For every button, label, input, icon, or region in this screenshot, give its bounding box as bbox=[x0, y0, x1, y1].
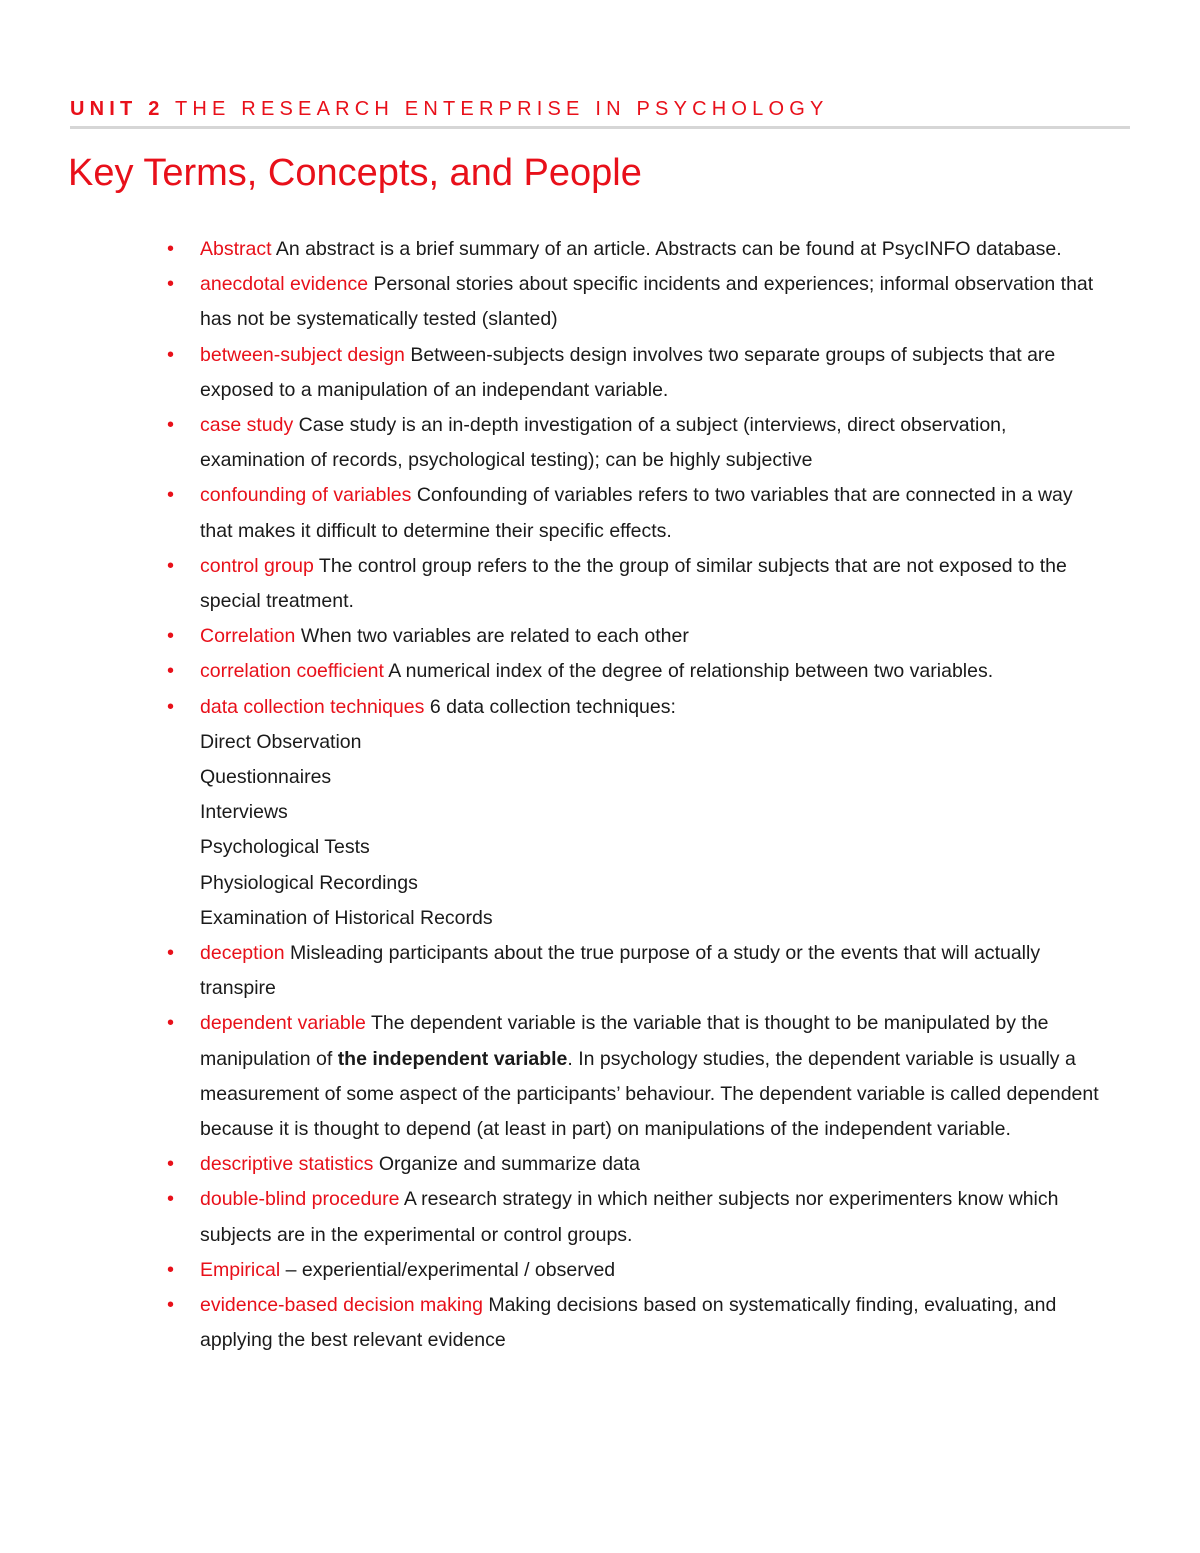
bullet-icon: • bbox=[167, 1153, 175, 1176]
header-divider bbox=[70, 126, 1130, 129]
list-item bbox=[167, 549, 1100, 619]
term-definition: Case study is an in-depth investigation of a subject (interviews, direct observation, examination of records, psychological testing); can be highly subjective bbox=[200, 414, 1007, 472]
technique-item: Physiological Recordings bbox=[200, 871, 418, 894]
term-name: Empirical bbox=[200, 1258, 281, 1281]
term-definition: Between-subjects design involves two separate groups of subjects that are exposed to a manipulation of an independant variable. bbox=[200, 343, 1056, 401]
term-name: between-subject design bbox=[200, 343, 405, 366]
list-item bbox=[167, 267, 1100, 337]
bullet-icon: • bbox=[167, 238, 175, 260]
technique-item: Interviews bbox=[200, 801, 288, 824]
term-definition: Personal stories about specific incidents and experiences; informal observation that has not be systematically tested (slanted) bbox=[200, 273, 1094, 331]
term-definition: When two variables are related to each other bbox=[300, 625, 689, 648]
bullet-icon: • bbox=[167, 1258, 175, 1281]
term-definition: Misleading participants about the true purpose of a study or the events that will actually transpire bbox=[200, 942, 1041, 1000]
term-name: deception bbox=[200, 942, 285, 965]
bullet-icon: • bbox=[167, 625, 175, 648]
term-name: confounding of variables bbox=[200, 484, 412, 507]
term-name: anecdotal evidence bbox=[200, 273, 369, 296]
page-title: Key Terms, Concepts, and People bbox=[68, 152, 642, 194]
term-definition: Making decisions based on systematically finding, evaluating, and applying the best relevant evidence bbox=[200, 1294, 1057, 1352]
term-definition: – experiential/experimental / observed bbox=[285, 1258, 616, 1281]
technique-item: Direct Observation bbox=[200, 730, 362, 753]
bullet-icon: • bbox=[167, 942, 175, 965]
technique-item: Psychological Tests bbox=[200, 836, 370, 859]
list-item bbox=[167, 1182, 1100, 1252]
term-definition: The control group refers to the the group of similar subjects that are not exposed to the special treatment. bbox=[200, 554, 1067, 613]
list-item bbox=[167, 690, 1100, 936]
list-item bbox=[167, 1253, 1100, 1288]
list-item bbox=[167, 619, 1100, 654]
technique-item: Questionnaires bbox=[200, 766, 332, 789]
bullet-icon: • bbox=[167, 414, 175, 437]
term-name: data collection techniques bbox=[200, 695, 425, 718]
term-name: control group bbox=[200, 554, 314, 577]
bullet-icon: • bbox=[167, 343, 175, 366]
list-item bbox=[167, 936, 1100, 1006]
technique-item: Examination of Historical Records bbox=[200, 906, 493, 929]
term-definition: Organize and summarize data bbox=[378, 1153, 641, 1176]
term-name: dependent variable bbox=[200, 1012, 366, 1035]
list-item bbox=[167, 232, 1100, 267]
bullet-icon: • bbox=[167, 1012, 175, 1035]
term-definition-emphasis: the independent variable bbox=[337, 1047, 568, 1070]
list-item bbox=[167, 478, 1100, 548]
bullet-icon: • bbox=[167, 484, 175, 507]
term-definition: Confounding of variables refers to two variables that are connected in a way that makes it difficult to determine their specific effects. bbox=[200, 484, 1073, 542]
bullet-icon: • bbox=[167, 1294, 175, 1317]
bullet-icon: • bbox=[167, 273, 175, 296]
unit-title: THE RESEARCH ENTERPRISE IN PSYCHOLOGY bbox=[174, 98, 829, 120]
list-item bbox=[167, 654, 1100, 689]
bullet-icon: • bbox=[167, 554, 175, 577]
bullet-icon: • bbox=[167, 695, 175, 718]
bullet-icon: • bbox=[167, 660, 175, 683]
list-item bbox=[167, 1288, 1100, 1358]
list-item bbox=[167, 408, 1100, 478]
term-definition: 6 data collection techniques: bbox=[429, 695, 676, 718]
term-name: descriptive statistics bbox=[200, 1153, 374, 1176]
key-terms-list bbox=[167, 232, 1100, 1359]
list-item bbox=[167, 1006, 1100, 1147]
term-definition: A numerical index of the degree of relationship between two variables. bbox=[388, 660, 994, 683]
term-name: Abstract bbox=[200, 238, 272, 260]
term-name: case study bbox=[200, 414, 294, 437]
term-definition: An abstract is a brief summary of an article. Abstracts can be found at PsycINFO database. bbox=[275, 238, 1062, 260]
bullet-icon: • bbox=[167, 1188, 175, 1211]
term-name: double-blind procedure bbox=[200, 1188, 400, 1211]
term-name: Correlation bbox=[200, 625, 296, 648]
list-item bbox=[167, 338, 1100, 408]
term-definition: A research strategy in which neither subjects nor experimenters know which subjects are in the experimental or control groups. bbox=[200, 1188, 1059, 1246]
unit-label: UNIT 2 bbox=[70, 98, 165, 120]
term-definition-end: . In psychology studies, the dependent variable is usually a measurement of some aspect of the participants’ behaviour. The dependent variable is called dependent because it is thought to depend (at least in part) on manipulations of the independent variable. bbox=[200, 1047, 1099, 1141]
unit-header bbox=[70, 98, 829, 121]
list-item bbox=[167, 1147, 1100, 1182]
term-definition-start: The dependent variable is the variable that is thought to be manipulated by the manipulation of bbox=[200, 1012, 1049, 1070]
term-name: evidence-based decision making bbox=[200, 1294, 483, 1317]
term-name: correlation coefficient bbox=[200, 660, 384, 683]
